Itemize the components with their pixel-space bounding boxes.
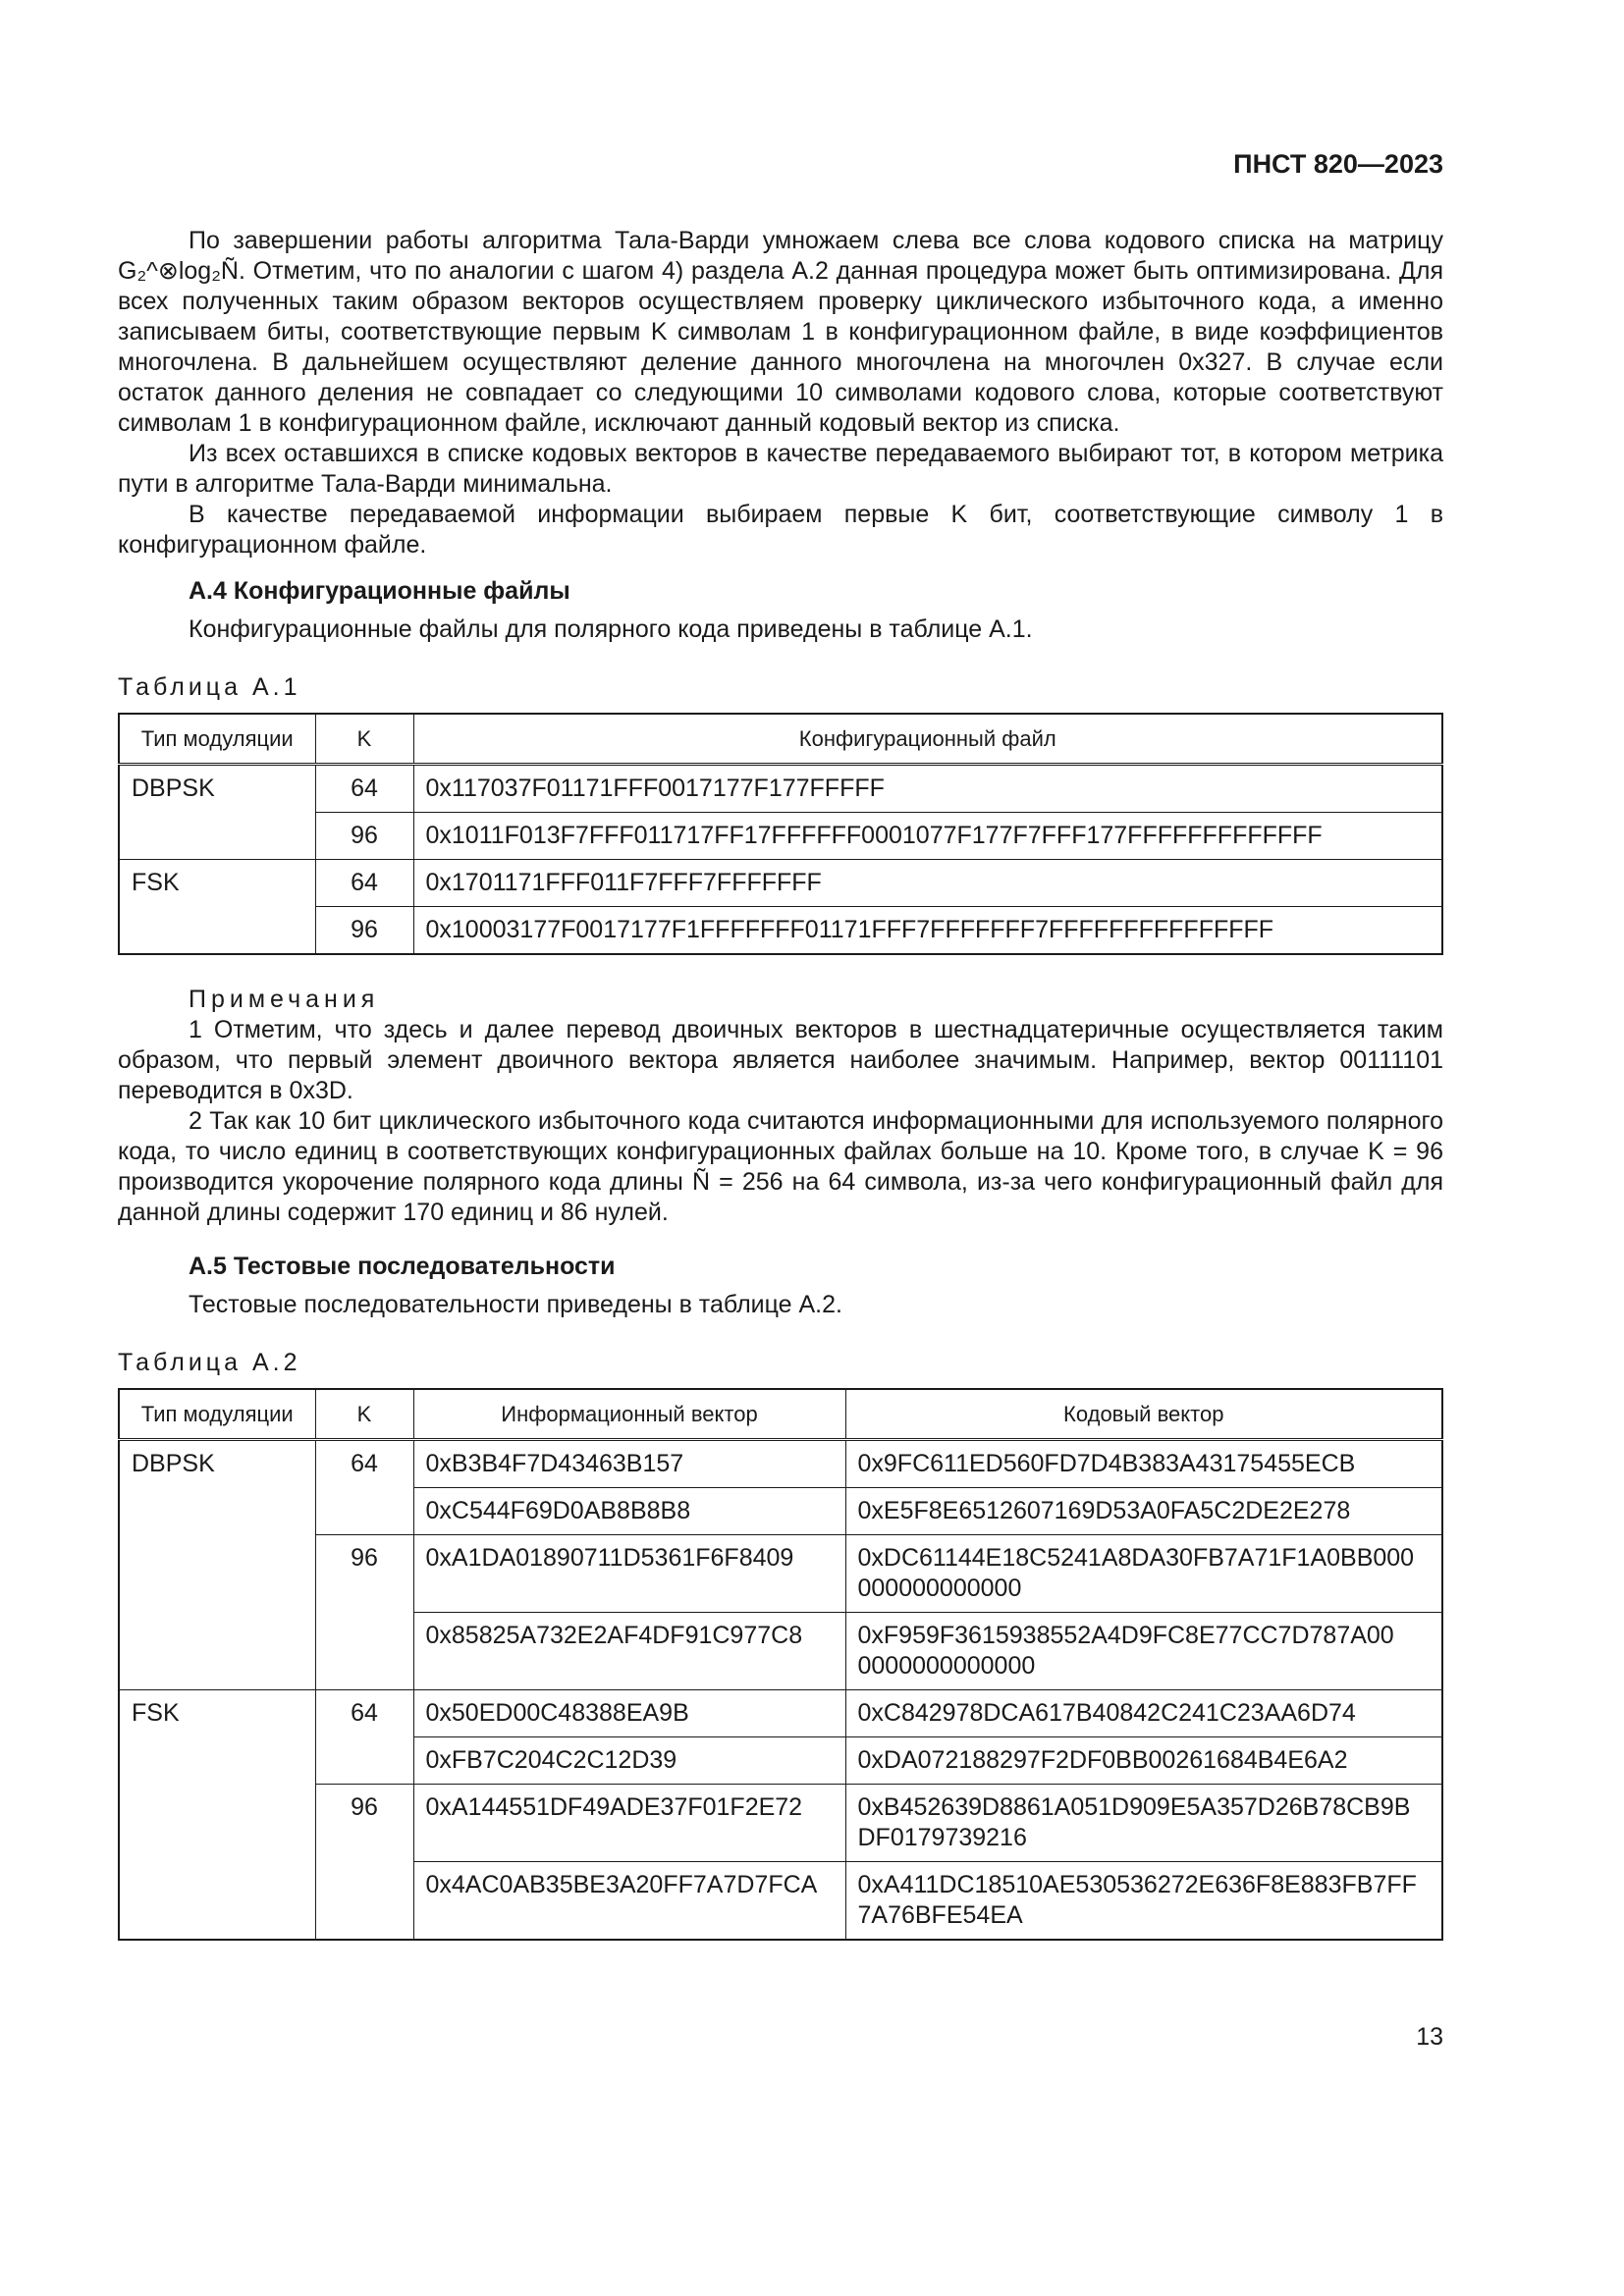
table-row: [119, 860, 1442, 907]
code-vector-cell: 0xA411DC18510AE530536272E636F8E883FB7FF 7A76BFE54EA: [845, 1862, 1442, 1941]
table-row: [119, 1785, 1442, 1862]
column-header-k: K: [315, 714, 413, 765]
info-vector-cell: 0xC544F69D0AB8B8B8: [413, 1488, 845, 1535]
code-vector-cell: 0xF959F3615938552A4D9FC8E77CC7D787A00 0000000000000: [845, 1613, 1442, 1690]
section-a4-title: А.4 Конфигурационные файлы: [189, 577, 570, 605]
code-vector-cell: 0xB452639D8861A051D909E5A357D26B78CB9B DF0179739216: [845, 1785, 1442, 1862]
column-header-config-file: Конфигурационный файл: [413, 714, 1442, 765]
k-cell: 64: [315, 1690, 413, 1785]
k-cell: 96: [315, 813, 413, 860]
table-a1-caption: Таблица А.1: [118, 673, 301, 701]
section-a5-title: А.5 Тестовые последовательности: [189, 1253, 616, 1280]
modulation-cell: FSK: [119, 1690, 315, 1941]
table-a1: [118, 713, 1443, 955]
table-row: [119, 1440, 1442, 1488]
config-file-cell: 0x1011F013F7FFF011717FF17FFFFFF0001077F177F7FFF177FFFFFFFFFFFFF: [413, 813, 1442, 860]
k-cell: 64: [315, 1440, 413, 1535]
document-id-header: ПНСТ 820—2023: [1233, 149, 1443, 179]
table-a2-caption: Таблица А.2: [118, 1349, 301, 1376]
section-a4-intro: Конфигурационные файлы для полярного кода приведены в таблице А.1.: [189, 615, 1033, 643]
paragraph-intro-1: [118, 226, 1443, 439]
table-a1-header-row: [119, 714, 1442, 765]
k-cell: 96: [315, 907, 413, 955]
paragraph-intro-1-start: По завершении работы алгоритма Тала-Варди умножаем слева все слова кодового списка на матрицу: [189, 227, 1443, 254]
page-number: 13: [1416, 2023, 1443, 2051]
k-cell: 64: [315, 860, 413, 907]
info-vector-cell: 0x4AC0AB35BE3A20FF7A7D7FCA: [413, 1862, 845, 1941]
info-vector-cell: 0xA1DA01890711D5361F6F8409: [413, 1535, 845, 1613]
modulation-cell: DBPSK: [119, 1440, 315, 1690]
info-vector-cell: 0x85825A732E2AF4DF91C977C8: [413, 1613, 845, 1690]
code-vector-cell: 0xDC61144E18C5241A8DA30FB7A71F1A0BB000 000000000000: [845, 1535, 1442, 1613]
table-row: [119, 907, 1442, 955]
info-vector-cell: 0xFB7C204C2C12D39: [413, 1737, 845, 1785]
column-header-modulation: Тип модуляции: [119, 1389, 315, 1440]
info-vector-cell: 0x50ED00C48388EA9B: [413, 1690, 845, 1737]
table-a2-header-row: [119, 1389, 1442, 1440]
column-header-info-vector: Информационный вектор: [413, 1389, 845, 1440]
code-vector-cell: 0xDA072188297F2DF0BB00261684B4E6A2: [845, 1737, 1442, 1785]
code-vector-cell: 0xE5F8E6512607169D53A0FA5C2DE2E278: [845, 1488, 1442, 1535]
info-vector-cell: 0xB3B4F7D43463B157: [413, 1440, 845, 1488]
table-row: [119, 1690, 1442, 1737]
code-vector-cell: 0x9FC611ED560FD7D4B383A43175455ECB: [845, 1440, 1442, 1488]
paragraph-intro-3: В качестве передаваемой информации выбираем первые K бит, соответствующие символу 1 в конфигурационном файле.: [118, 501, 1443, 559]
notes-title: Примечания: [189, 986, 380, 1013]
column-header-k: K: [315, 1389, 413, 1440]
table-row: [119, 813, 1442, 860]
note-1: 1 Отметим, что здесь и далее перевод двоичных векторов в шестнадцатеричные осуществляется таким образом, что первый элемент двоичного вектора является наиболее значимым. Например, вектор 00111101 переводится в 0x3D.: [118, 1016, 1443, 1104]
info-vector-cell: 0xA144551DF49ADE37F01F2E72: [413, 1785, 845, 1862]
table-row: [119, 765, 1442, 813]
note-2: 2 Так как 10 бит циклического избыточного кода считаются информационными для используемого полярного кода, то число единиц в соответствующих конфигурационных файлах больше на 10. Кроме того, в случае K = 96 производится укорочение полярного кода длины Ñ = 256 на 64 символа, из-за чего конфигурационный файл для данной длины содержит 170 единиц и 86 нулей.: [118, 1107, 1443, 1226]
config-file-cell: 0x10003177F0017177F1FFFFFFF01171FFF7FFFFFFF7FFFFFFFFFFFFFFF: [413, 907, 1442, 955]
paragraph-intro-2: Из всех оставшихся в списке кодовых векторов в качестве передаваемого выбирают тот, в котором метрика пути в алгоритме Тала-Варди минимальна.: [118, 440, 1443, 498]
page-content: [118, 226, 1443, 1941]
config-file-cell: 0x117037F01171FFF0017177F177FFFFF: [413, 765, 1442, 813]
k-cell: 64: [315, 765, 413, 813]
config-file-cell: 0x1701171FFF011F7FFF7FFFFFFF: [413, 860, 1442, 907]
section-a5-intro: Тестовые последовательности приведены в таблице А.2.: [189, 1291, 842, 1318]
table-a2: [118, 1388, 1443, 1941]
column-header-modulation: Тип модуляции: [119, 714, 315, 765]
column-header-code-vector: Кодовый вектор: [845, 1389, 1442, 1440]
modulation-cell: DBPSK: [119, 765, 315, 860]
modulation-cell: FSK: [119, 860, 315, 955]
code-vector-cell: 0xC842978DCA617B40842C241C23AA6D74: [845, 1690, 1442, 1737]
k-cell: 96: [315, 1785, 413, 1941]
k-cell: 96: [315, 1535, 413, 1690]
paragraph-intro-1-rest: . Отметим, что по аналогии с шагом 4) раздела А.2 данная процедура может быть оптимизирована. Для всех полученных таким образом векторов осуществляем проверку циклического избыточного кода, а именно записываем биты, соответствующие первым K символам 1 в конфигурационном файле, в виде коэффициентов многочлена. В дальнейшем осуществляют деление данного многочлена на многочлен 0x327. В случае если остаток данного деления не совпадает со следующими 10 символами кодового слова, которые соответствуют символам 1 в конфигурационном файле, исключают данный кодовый вектор из списка.: [118, 257, 1443, 437]
table-row: [119, 1535, 1442, 1613]
matrix-formula: G₂^⊗log₂Ñ: [118, 257, 239, 285]
